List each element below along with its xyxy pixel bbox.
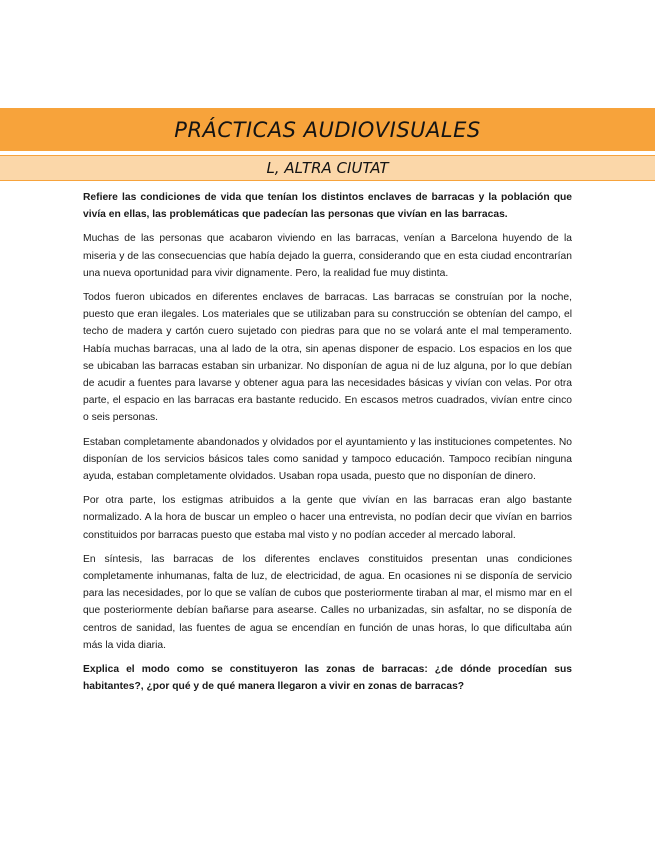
paragraph-2: Todos fueron ubicados en diferentes enclaves de barracas. Las barracas se construían por la noche, puesto que eran ilegales. Los materiales que se utilizaban para su construcción se obtenían del campo, el techo de madera y cartón cuero sujetado con piedras para que no se volará ante el mal temperamento. Había muchas barracas, una al lado de la otra, sin apenas disponer de espacio. Los espacios en los que se ubicaban las barracas estaban sin urbanizar. No disponían de agua ni de luz alguna, por lo que debían de acudir a fuentes para lavarse y obtener agua para las necesidades básicas y vivían con velas. Por otra parte, el espacio en las barracas era bastante reducido. En escasos metros cuadrados, vivían entre cinco o seis personas.	[83, 292, 572, 424]
paragraph-5: En síntesis, las barracas de los diferentes enclaves constituidos presentan unas condiciones completamente inhumanas, falta de luz, de electricidad, de agua. En ocasiones ni se disponía de servicio para las necesidades, por lo que se valían de cubos que posteriormente tiraban al mar, el mismo mar en el que posteriormente debían bañarse para asearse. Calles no urbanizadas, sin asfaltar, no se disponía de centros de sanidad, las fuentes de agua se encendían en función de unas horas, lo que dificultaba aún más la vida diaria.	[83, 553, 572, 651]
document-body	[83, 189, 572, 702]
paragraph-3: Estaban completamente abandonados y olvidados por el ayuntamiento y las instituciones competentes. No disponían de los servicios básicos tales como sanidad y tampoco educación. Tampoco recibían ninguna ayuda, estaban completamente olvidados. Usaban ropa usada, puesto que no disponían de dinero.	[83, 436, 572, 483]
section-title: L, ALTRA CIUTAT	[266, 159, 389, 177]
paragraph-1: Muchas de las personas que acabaron viviendo en las barracas, venían a Barcelona huyendo de la miseria y de las consecuencias que había dejado la guerra, considerando que en esta ciudad encontrarían una nueva oportunidad para vivir dignamente. Pero, la realidad fue muy distinta.	[83, 233, 572, 279]
page-title: PRÁCTICAS AUDIOVISUALES	[174, 117, 481, 142]
question-2: Explica el modo como se constituyeron las zonas de barracas: ¿de dónde procedían sus habitantes?, ¿por qué y de qué manera llegaron a vivir en zonas de barracas?	[83, 664, 572, 693]
subtitle-banner	[0, 155, 655, 181]
question-1: Refiere las condiciones de vida que tenían los distintos enclaves de barracas y la población que vivía en ellas, las problemáticas que padecían las personas que vivían en las barracas.	[83, 192, 572, 221]
paragraph-4: Por otra parte, los estigmas atribuidos a la gente que vivían en las barracas eran algo bastante normalizado. A la hora de buscar un empleo o hacer una entrevista, no podían decir que vivían en barrios constituidos por barracas puesto que estaba mal visto y no podían acceder al mercado laboral.	[83, 495, 572, 541]
title-banner	[0, 108, 655, 151]
